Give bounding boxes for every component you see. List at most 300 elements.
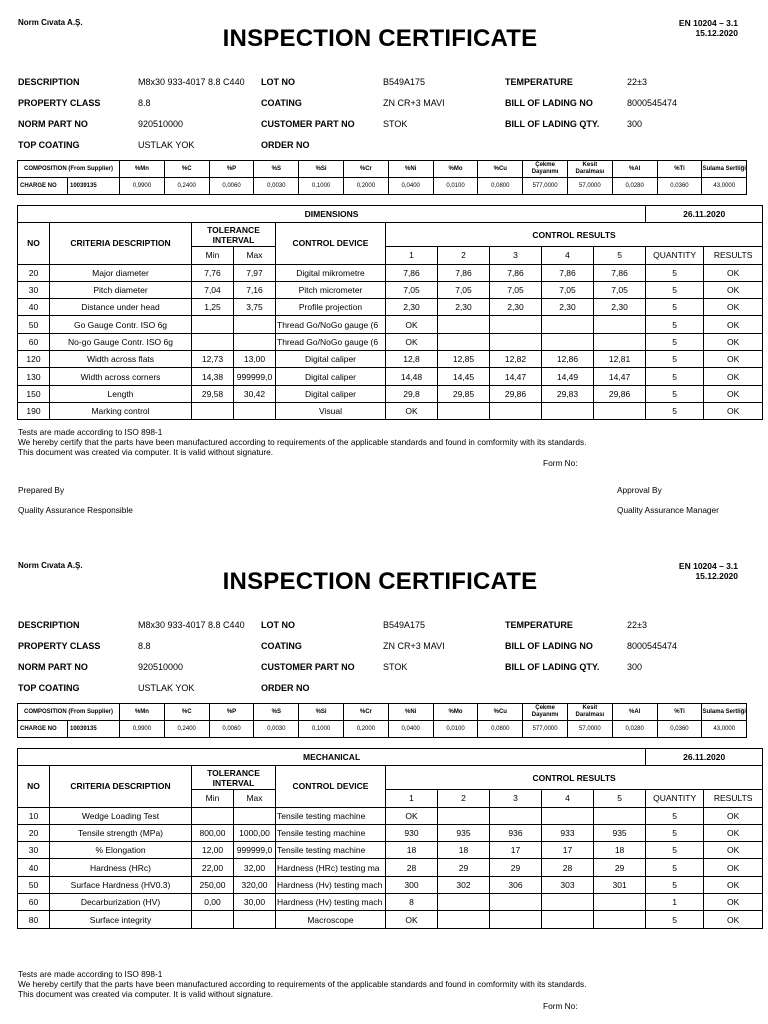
table-cell: 7,86: [438, 264, 490, 281]
order-label: ORDER NO: [261, 683, 310, 693]
table-cell: OK: [704, 402, 763, 419]
description-label: DESCRIPTION: [18, 77, 80, 87]
table-cell: 7,86: [386, 264, 438, 281]
table-cell: 300: [386, 876, 438, 893]
prepared-role: Quality Assurance Responsible: [18, 505, 133, 515]
property-class-value: 8.8: [138, 98, 151, 108]
table-cell: 936: [490, 824, 542, 841]
table-cell: 190: [18, 402, 50, 419]
table-cell: 5: [646, 807, 704, 824]
composition-value-cell: 0,9900: [120, 178, 165, 195]
table-cell: [490, 894, 542, 911]
table-cell: [438, 894, 490, 911]
norm-part-value: 920510000: [138, 119, 184, 129]
composition-header-cell: Kesit Daralması: [567, 161, 612, 178]
table-cell: [490, 402, 542, 419]
table-row: [18, 842, 763, 859]
table-cell: 30: [18, 281, 50, 298]
table-cell: 20: [18, 264, 50, 281]
table-cell: [192, 402, 234, 419]
certificate-mechanical: [0, 543, 768, 1024]
table-row: [18, 824, 763, 841]
top-coating-value: USTLAK YOK: [138, 140, 195, 150]
composition-header-cell: %Mn: [120, 161, 165, 178]
table-cell: 7,05: [542, 281, 594, 298]
table-cell: OK: [704, 316, 763, 333]
composition-value-cell: 0,0400: [388, 721, 433, 738]
composition-header-cell: COMPOSITION (From Supplier): [18, 161, 120, 178]
bill-of-lading-qty-value: 300: [627, 662, 643, 672]
table-cell: 5: [646, 316, 704, 333]
table-cell: [438, 316, 490, 333]
table-cell: 999999,0: [234, 368, 276, 385]
top-coating-label: TOP COATING: [18, 683, 80, 693]
footer-certify-note: We hereby certify that the parts have been manufactured according to requirements of the applicable standards and found in comformity with its standards.: [18, 979, 587, 989]
composition-value-cell: 0,1000: [299, 178, 344, 195]
table-cell: Decarburization (HV): [50, 894, 192, 911]
table-cell: Tensile testing machine: [276, 807, 386, 824]
table-cell: 60: [18, 894, 50, 911]
table-cell: 29,85: [438, 385, 490, 402]
table-cell: [594, 911, 646, 928]
customer-part-label: CUSTOMER PART NO: [261, 662, 355, 672]
top-coating-label: TOP COATING: [18, 140, 80, 150]
composition-header-cell: %S: [254, 161, 299, 178]
composition-header-cell: Sulama Sertliği: [702, 704, 747, 721]
composition-value-cell: 0,2400: [164, 178, 209, 195]
table-cell: 930: [386, 824, 438, 841]
coating-label: COATING: [261, 641, 302, 651]
table-cell: 18: [386, 842, 438, 859]
table-cell: [594, 402, 646, 419]
norm-part-label: NORM PART NO: [18, 662, 88, 672]
table-cell: 5: [646, 281, 704, 298]
table-row: [18, 859, 763, 876]
footer-notes: [18, 427, 587, 457]
table-cell: Hardness (Hv) testing mach: [276, 876, 386, 893]
criteria-header: CRITERIA DESCRIPTION: [50, 223, 192, 264]
table-row: [18, 333, 763, 350]
table-cell: 20: [18, 824, 50, 841]
table-cell: 933: [542, 824, 594, 841]
table-cell: 800,00: [192, 824, 234, 841]
table-cell: 5: [646, 824, 704, 841]
table-cell: [192, 333, 234, 350]
composition-header-cell: %Ni: [388, 704, 433, 721]
max-header: Max: [234, 790, 276, 807]
table-cell: 935: [594, 824, 646, 841]
charge-no-label: CHARGE NO: [18, 178, 68, 195]
standard-date: 15.12.2020: [695, 28, 738, 38]
table-cell: OK: [386, 316, 438, 333]
table-cell: 29,58: [192, 385, 234, 402]
table-cell: 5: [646, 859, 704, 876]
table-cell: Pitch micrometer: [276, 281, 386, 298]
table-cell: Marking control: [50, 402, 192, 419]
composition-value-cell: 0,2000: [344, 178, 389, 195]
table-cell: 5: [646, 368, 704, 385]
customer-part-value: STOK: [383, 119, 408, 129]
table-cell: 935: [438, 824, 490, 841]
table-cell: 303: [542, 876, 594, 893]
table-cell: 13,00: [234, 351, 276, 368]
bill-of-lading-label: BILL OF LADING NO: [505, 98, 593, 108]
table-cell: 14,47: [594, 368, 646, 385]
table-cell: [438, 807, 490, 824]
table-cell: 7,04: [192, 281, 234, 298]
table-cell: 7,97: [234, 264, 276, 281]
table-cell: 5: [646, 351, 704, 368]
composition-header-cell: %Al: [612, 704, 657, 721]
property-class-value: 8.8: [138, 641, 151, 651]
coating-label: COATING: [261, 98, 302, 108]
table-cell: [594, 333, 646, 350]
standard-code: EN 10204 – 3.1: [678, 561, 738, 571]
dimensions-table: [17, 205, 763, 420]
table-cell: 5: [646, 402, 704, 419]
table-cell: OK: [704, 911, 763, 928]
composition-header-cell: %S: [254, 704, 299, 721]
composition-value-cell: 577,0000: [523, 178, 568, 195]
composition-header-cell: %C: [164, 704, 209, 721]
table-cell: 1: [646, 894, 704, 911]
table-cell: Length: [50, 385, 192, 402]
charge-no-value: 10039135: [68, 178, 120, 195]
bill-of-lading-qty-value: 300: [627, 119, 643, 129]
coating-value: ZN CR+3 MAVI: [383, 641, 445, 651]
composition-header-cell: %Cu: [478, 161, 523, 178]
description-value: M8x30 933-4017 8.8 C440: [138, 620, 245, 630]
result-1-header: 1: [386, 790, 438, 807]
top-coating-value: USTLAK YOK: [138, 683, 195, 693]
table-cell: 2,30: [386, 299, 438, 316]
control-results-header: CONTROL RESULTS: [386, 766, 763, 790]
composition-header-cell: %Mo: [433, 704, 478, 721]
standard-date: 15.12.2020: [695, 571, 738, 581]
composition-header-cell: %Si: [299, 704, 344, 721]
table-cell: 1000,00: [234, 824, 276, 841]
customer-part-label: CUSTOMER PART NO: [261, 119, 355, 129]
section-title: MECHANICAL: [18, 749, 646, 766]
table-row: [18, 351, 763, 368]
table-cell: [490, 316, 542, 333]
table-cell: Width across corners: [50, 368, 192, 385]
table-cell: OK: [386, 402, 438, 419]
table-cell: 999999,0: [234, 842, 276, 859]
table-cell: [234, 402, 276, 419]
table-cell: OK: [704, 859, 763, 876]
table-cell: 50: [18, 316, 50, 333]
results-header: RESULTS: [704, 790, 763, 807]
composition-header-cell: Sulama Sertliği: [702, 161, 747, 178]
table-cell: Tensile testing machine: [276, 824, 386, 841]
company-name: Norm Cıvata A.Ş.: [18, 561, 83, 570]
table-row: [18, 876, 763, 893]
composition-header-cell: COMPOSITION (From Supplier): [18, 704, 120, 721]
composition-value-cell: 0,0360: [657, 178, 702, 195]
table-cell: 40: [18, 299, 50, 316]
table-cell: 7,16: [234, 281, 276, 298]
table-cell: 2,30: [542, 299, 594, 316]
table-cell: 29: [594, 859, 646, 876]
result-5-header: 5: [594, 790, 646, 807]
lot-label: LOT NO: [261, 77, 295, 87]
composition-value-cell: 0,0030: [254, 721, 299, 738]
table-cell: 0,00: [192, 894, 234, 911]
table-row: [18, 299, 763, 316]
result-3-header: 3: [490, 247, 542, 264]
table-cell: 14,48: [386, 368, 438, 385]
table-cell: 14,45: [438, 368, 490, 385]
table-cell: 130: [18, 368, 50, 385]
footer-standard-note: Tests are made according to ISO 898-1: [18, 427, 163, 437]
property-class-label: PROPERTY CLASS: [18, 641, 101, 651]
form-no: Form No:: [543, 458, 578, 468]
section-title-row: [18, 206, 763, 223]
table-cell: 302: [438, 876, 490, 893]
table-cell: 3,75: [234, 299, 276, 316]
table-cell: 17: [490, 842, 542, 859]
table-cell: 5: [646, 299, 704, 316]
table-cell: [192, 807, 234, 824]
property-class-label: PROPERTY CLASS: [18, 98, 101, 108]
section-title: DIMENSIONS: [18, 206, 646, 223]
lot-value: B549A175: [383, 620, 426, 630]
page-title: INSPECTION CERTIFICATE: [222, 568, 538, 595]
approval-by-label: Approval By: [617, 485, 662, 495]
table-cell: 18: [594, 842, 646, 859]
table-cell: 8: [386, 894, 438, 911]
table-cell: Profile projection: [276, 299, 386, 316]
table-cell: OK: [704, 824, 763, 841]
table-cell: 7,05: [490, 281, 542, 298]
table-cell: OK: [386, 807, 438, 824]
min-header: Min: [192, 247, 234, 264]
table-cell: [594, 807, 646, 824]
table-cell: 5: [646, 385, 704, 402]
table-cell: [192, 911, 234, 928]
table-cell: 28: [542, 859, 594, 876]
prepared-by-label: Prepared By: [18, 485, 65, 495]
charge-no-value: 10039135: [68, 721, 120, 738]
table-row: [18, 402, 763, 419]
table-cell: 14,38: [192, 368, 234, 385]
composition-values-row: [18, 721, 747, 738]
composition-table: [17, 160, 747, 195]
table-cell: OK: [704, 333, 763, 350]
table-cell: [542, 894, 594, 911]
result-4-header: 4: [542, 247, 594, 264]
composition-header-cell: %Cu: [478, 704, 523, 721]
table-cell: OK: [386, 333, 438, 350]
no-header: NO: [18, 766, 50, 807]
company-name: Norm Cıvata A.Ş.: [18, 18, 83, 27]
table-cell: 5: [646, 842, 704, 859]
table-cell: 18: [438, 842, 490, 859]
tolerance-header: TOLERANCE INTERVAL: [192, 223, 276, 247]
table-row: [18, 911, 763, 928]
table-cell: 29: [438, 859, 490, 876]
table-header-row: [18, 223, 763, 247]
control-results-header: CONTROL RESULTS: [386, 223, 763, 247]
table-cell: Tensile strength (MPa): [50, 824, 192, 841]
composition-header-cell: Çekme Dayanımı: [523, 704, 568, 721]
lot-label: LOT NO: [261, 620, 295, 630]
table-cell: 29: [490, 859, 542, 876]
section-date: 26.11.2020: [646, 206, 763, 223]
table-row: [18, 385, 763, 402]
result-5-header: 5: [594, 247, 646, 264]
standard-code: EN 10204 – 3.1: [678, 18, 738, 28]
composition-header-cell: %C: [164, 161, 209, 178]
approval-role: Quality Assurance Manager: [617, 505, 719, 515]
table-cell: 2,30: [594, 299, 646, 316]
footer-notes: [18, 969, 587, 999]
bill-of-lading-qty-label: BILL OF LADING QTY.: [505, 119, 600, 129]
table-cell: Digital caliper: [276, 351, 386, 368]
table-cell: 12,81: [594, 351, 646, 368]
composition-header-cell: %Cr: [344, 161, 389, 178]
composition-header-cell: %Mo: [433, 161, 478, 178]
table-cell: OK: [704, 299, 763, 316]
table-cell: Pitch diameter: [50, 281, 192, 298]
table-cell: [542, 911, 594, 928]
footer-computer-note: This document was created via computer. It is valid without signature.: [18, 447, 274, 457]
table-cell: [594, 894, 646, 911]
table-cell: 14,47: [490, 368, 542, 385]
table-cell: 50: [18, 876, 50, 893]
result-4-header: 4: [542, 790, 594, 807]
results-header: RESULTS: [704, 247, 763, 264]
composition-header-cell: %P: [209, 704, 254, 721]
footer-standard-note: Tests are made according to ISO 898-1: [18, 969, 163, 979]
composition-header-row: [18, 704, 747, 721]
table-row: [18, 368, 763, 385]
table-cell: 1,25: [192, 299, 234, 316]
composition-header-row: [18, 161, 747, 178]
table-cell: 2,30: [490, 299, 542, 316]
bill-of-lading-qty-label: BILL OF LADING QTY.: [505, 662, 600, 672]
table-cell: OK: [704, 368, 763, 385]
section-title-row: [18, 749, 763, 766]
norm-part-label: NORM PART NO: [18, 119, 88, 129]
norm-part-value: 920510000: [138, 662, 184, 672]
table-cell: OK: [704, 807, 763, 824]
composition-header-cell: %Si: [299, 161, 344, 178]
page-title: INSPECTION CERTIFICATE: [222, 25, 538, 52]
table-cell: 7,86: [490, 264, 542, 281]
composition-value-cell: 0,2400: [164, 721, 209, 738]
table-cell: 29,86: [594, 385, 646, 402]
control-device-header: CONTROL DEVICE: [276, 223, 386, 264]
composition-values-row: [18, 178, 747, 195]
result-2-header: 2: [438, 790, 490, 807]
table-cell: 7,05: [438, 281, 490, 298]
table-cell: Macroscope: [276, 911, 386, 928]
composition-value-cell: 0,0800: [478, 178, 523, 195]
table-cell: [234, 316, 276, 333]
table-cell: No-go Gauge Contr. ISO 6g: [50, 333, 192, 350]
coating-value: ZN CR+3 MAVI: [383, 98, 445, 108]
composition-value-cell: 0,0060: [209, 178, 254, 195]
section-date: 26.11.2020: [646, 749, 763, 766]
tolerance-header: TOLERANCE INTERVAL: [192, 766, 276, 790]
table-row: [18, 894, 763, 911]
composition-header-cell: %Al: [612, 161, 657, 178]
composition-value-cell: 0,9900: [120, 721, 165, 738]
table-cell: 22,00: [192, 859, 234, 876]
table-cell: 80: [18, 911, 50, 928]
table-cell: OK: [704, 842, 763, 859]
temperature-value: 22±3: [627, 620, 647, 630]
footer-certify-note: We hereby certify that the parts have been manufactured according to requirements of the applicable standards and found in comformity with its standards.: [18, 437, 587, 447]
description-label: DESCRIPTION: [18, 620, 80, 630]
composition-value-cell: 43,0000: [702, 178, 747, 195]
max-header: Max: [234, 247, 276, 264]
charge-no-label: CHARGE NO: [18, 721, 68, 738]
table-row: [18, 807, 763, 824]
table-cell: Distance under head: [50, 299, 192, 316]
result-1-header: 1: [386, 247, 438, 264]
table-cell: [542, 402, 594, 419]
table-cell: Surface Hardness (HV0.3): [50, 876, 192, 893]
result-3-header: 3: [490, 790, 542, 807]
composition-header-cell: %Ti: [657, 161, 702, 178]
table-cell: [542, 807, 594, 824]
table-cell: Visual: [276, 402, 386, 419]
table-cell: OK: [704, 281, 763, 298]
table-cell: 30,42: [234, 385, 276, 402]
composition-header-cell: Çekme Dayanımı: [523, 161, 568, 178]
table-cell: [490, 333, 542, 350]
table-cell: 120: [18, 351, 50, 368]
table-cell: 7,05: [594, 281, 646, 298]
composition-value-cell: 43,0000: [702, 721, 747, 738]
composition-value-cell: 0,0360: [657, 721, 702, 738]
table-cell: Wedge Loading Test: [50, 807, 192, 824]
bill-of-lading-value: 8000545474: [627, 641, 678, 651]
composition-header-cell: %Cr: [344, 704, 389, 721]
table-row: [18, 316, 763, 333]
table-cell: 28: [386, 859, 438, 876]
table-cell: Digital mikrometre: [276, 264, 386, 281]
composition-header-cell: Kesit Daralması: [567, 704, 612, 721]
table-cell: [438, 402, 490, 419]
composition-value-cell: 0,0800: [478, 721, 523, 738]
table-cell: Major diameter: [50, 264, 192, 281]
table-cell: [594, 316, 646, 333]
table-cell: 2,30: [438, 299, 490, 316]
footer-computer-note: This document was created via computer. It is valid without signature.: [18, 989, 274, 999]
mechanical-table: [17, 748, 763, 929]
composition-value-cell: 0,0100: [433, 178, 478, 195]
table-cell: 32,00: [234, 859, 276, 876]
table-cell: Thread Go/NoGo gauge (6: [276, 333, 386, 350]
table-header-row: [18, 766, 763, 790]
form-no: Form No:: [543, 1001, 578, 1011]
table-cell: 30: [18, 842, 50, 859]
temperature-label: TEMPERATURE: [505, 620, 573, 630]
table-cell: 12,73: [192, 351, 234, 368]
table-cell: OK: [704, 894, 763, 911]
order-label: ORDER NO: [261, 140, 310, 150]
table-cell: 7,86: [542, 264, 594, 281]
no-header: NO: [18, 223, 50, 264]
composition-header-cell: %Ti: [657, 704, 702, 721]
table-cell: 12,00: [192, 842, 234, 859]
table-cell: [234, 911, 276, 928]
composition-value-cell: 57,0000: [567, 721, 612, 738]
